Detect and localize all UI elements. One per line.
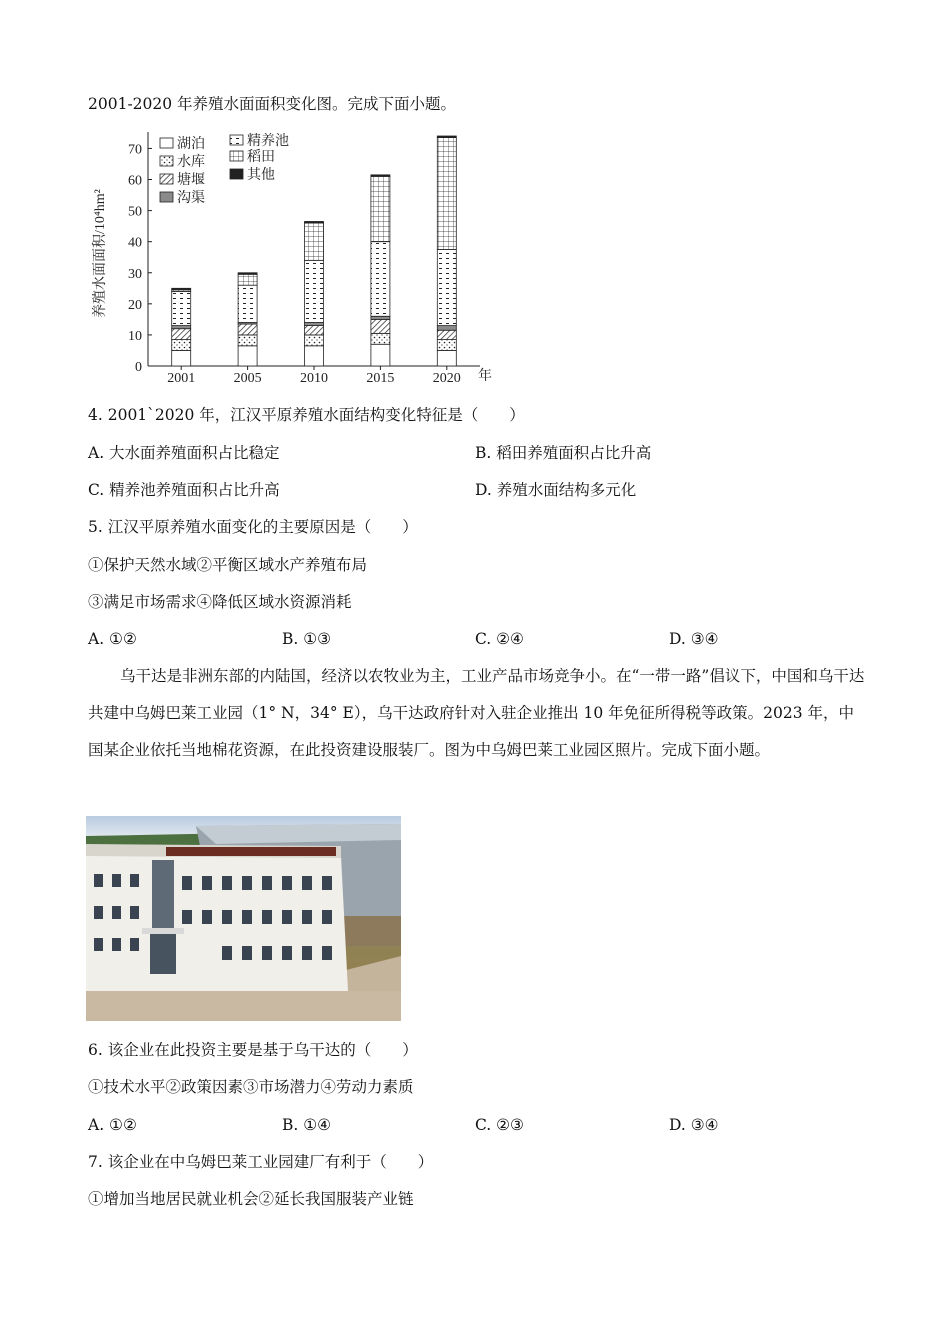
q6-option-b[interactable]: B. ①④ [282, 1116, 332, 1134]
y-tick-label: 70 [128, 142, 142, 158]
bar-segment [172, 288, 191, 290]
q6-statement-1: ①技术水平②政策因素③市场潜力④劳动力素质 [88, 1078, 414, 1096]
bar-segment [371, 333, 390, 344]
bar-segment [305, 326, 324, 335]
bar-segment [172, 329, 191, 340]
bar-segment [437, 340, 456, 351]
bar-segment [437, 330, 456, 339]
bar-segment [371, 316, 390, 319]
q5-option-c[interactable]: C. ②④ [475, 630, 524, 648]
x-tick-label: 2010 [300, 371, 328, 386]
y-tick-label: 10 [128, 328, 142, 344]
legend-label: 水库 [177, 155, 205, 170]
bar-segment [238, 285, 257, 322]
q4-stem: 4. 2001`2020 年，江汉平原养殖水面结构变化特征是（ ） [88, 406, 525, 424]
bar-segment [371, 242, 390, 317]
chart-legend [160, 132, 289, 206]
bar-segment [238, 335, 257, 346]
legend-swatch [160, 192, 173, 202]
bar-segment [172, 291, 191, 325]
chart-bars [172, 136, 457, 366]
legend-swatch [230, 151, 243, 161]
q4-option-d[interactable]: D. 养殖水面结构多元化 [475, 481, 637, 499]
uganda-passage: 乌干达是非洲东部的内陆国，经济以农牧业为主，工业产品市场竞争小。在“一带一路”倡议下，中国和乌干达共建中乌姆巴莱工业园（1° N，34° E），乌干达政府针对入驻企业推出 10 年免征所得税等政策。2023 年，中国某企业依托当地棉花资源，在此投资建设服装厂。图为中乌姆巴莱工业园区照片。完成下面小题。 [88, 667, 865, 759]
legend-label: 精养池 [247, 134, 289, 149]
y-tick-label: 20 [128, 297, 142, 313]
legend-label: 塘堰 [177, 173, 205, 188]
legend-label: 其他 [247, 168, 275, 183]
q4-option-b[interactable]: B. 稻田养殖面积占比升高 [475, 444, 652, 462]
bar-segment [238, 274, 257, 285]
q6-option-c[interactable]: C. ②③ [475, 1116, 524, 1134]
q6-option-d[interactable]: D. ③④ [669, 1116, 719, 1134]
bar-segment [305, 322, 324, 325]
intro-text: 2001-2020 年养殖水面面积变化图。完成下面小题。 [88, 95, 457, 113]
bar-segment [371, 319, 390, 333]
bar-segment [371, 175, 390, 177]
y-axis-label: 养殖水面面积/10⁴hm² [93, 189, 108, 318]
bar-segment [437, 136, 456, 138]
bar-segment [238, 324, 257, 335]
bar-segment [305, 346, 324, 366]
y-tick-label: 40 [128, 235, 142, 251]
bar-segment [437, 350, 456, 366]
q5-statement-1: ①保护天然水域②平衡区域水产养殖布局 [88, 556, 368, 574]
legend-swatch [160, 138, 173, 148]
x-tick-label: 2005 [233, 371, 262, 386]
bar-segment [305, 223, 324, 260]
x-tick-label: 2001 [167, 371, 196, 386]
q6-option-a[interactable]: A. ①② [88, 1116, 137, 1134]
x-axis-unit: 年 [478, 369, 492, 384]
bar-segment [172, 340, 191, 351]
bar-segment [437, 138, 456, 250]
bar-segment [371, 344, 390, 366]
q5-stem: 5. 江汉平原养殖水面变化的主要原因是（ ） [88, 518, 418, 536]
bar-segment [172, 350, 191, 366]
legend-swatch [230, 135, 243, 145]
bar-segment [305, 260, 324, 322]
q5-statement-2: ③满足市场需求④降低区域水资源消耗 [88, 593, 352, 611]
x-tick-label: 2015 [366, 371, 395, 386]
q5-option-b[interactable]: B. ①③ [282, 630, 332, 648]
q7-statement-1: ①增加当地居民就业机会②延长我国服装产业链 [88, 1190, 414, 1208]
q6-stem: 6. 该企业在此投资主要是基于乌干达的（ ） [88, 1041, 418, 1059]
bar-segment [172, 326, 191, 329]
legend-label: 沟渠 [177, 191, 205, 206]
bar-segment [305, 335, 324, 346]
legend-swatch [160, 174, 173, 184]
bar-segment [437, 249, 456, 325]
x-tick-label: 2020 [432, 371, 461, 386]
bar-segment [238, 346, 257, 366]
y-tick-label: 0 [135, 360, 142, 375]
legend-swatch [160, 156, 173, 166]
y-tick-label: 50 [128, 204, 142, 220]
q4-option-a[interactable]: A. 大水面养殖面积占比稳定 [88, 444, 280, 462]
q7-stem: 7. 该企业在中乌姆巴莱工业园建厂有利于（ ） [88, 1153, 434, 1171]
legend-label: 湖泊 [177, 137, 205, 152]
legend-label: 稻田 [247, 150, 275, 165]
q4-option-c[interactable]: C. 精养池养殖面积占比升高 [88, 481, 280, 499]
y-tick-label: 60 [128, 173, 142, 189]
industrial-park-photo [86, 816, 401, 1021]
legend-swatch [230, 169, 243, 179]
aquaculture-area-chart [88, 126, 508, 388]
bar-segment [238, 273, 257, 275]
q5-option-d[interactable]: D. ③④ [669, 630, 719, 648]
q5-option-a[interactable]: A. ①② [88, 630, 137, 648]
y-tick-label: 30 [128, 266, 142, 282]
bar-segment [305, 221, 324, 223]
bar-segment [371, 176, 390, 241]
bar-segment [437, 326, 456, 331]
